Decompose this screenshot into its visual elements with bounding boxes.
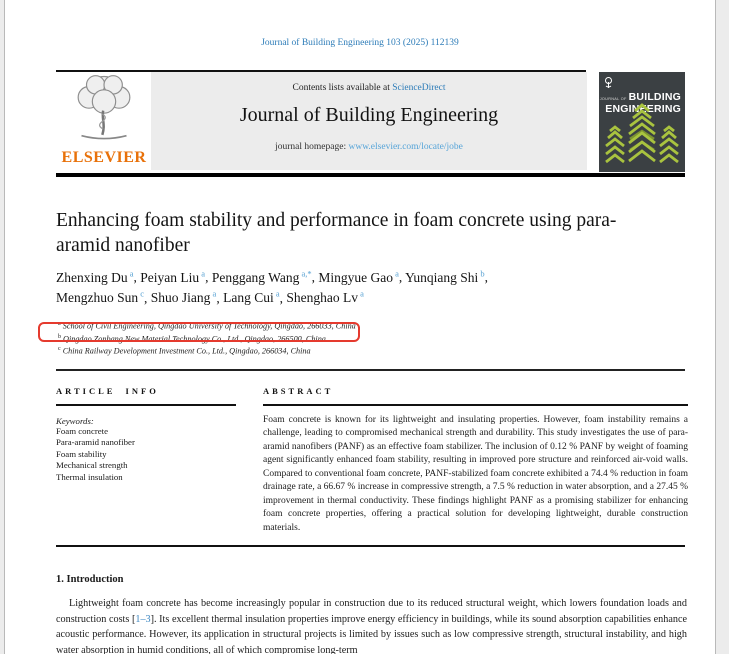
abstract-heading: ABSTRACT xyxy=(263,386,334,396)
homepage-url-link[interactable]: www.elsevier.com/locate/jobe xyxy=(348,142,463,152)
author-name: Lang Cui $^a$ xyxy=(223,288,280,305)
affiliation: $^c$ China Railway Development Investment Co., Ltd., Qingdao, 266034, China xyxy=(58,346,311,357)
author-name: Mingyue Gao $^a$ xyxy=(318,268,399,285)
paragraph-text: ]. Its excellent thermal insulation properties improve energy efficiency in buildings, while its sound absorption capabilities enhance acoustic performance. However, its application in structural projects is limited by issues such as low compressive strength, structural instability, and high water absorption in humid conditions, all of which compromise long-term xyxy=(56,613,687,654)
masthead-bottom-rule xyxy=(56,173,685,177)
journal-cover-thumbnail xyxy=(599,72,685,172)
cover-title-line2: ENGINEERING xyxy=(605,103,681,115)
abstract-text: Foam concrete is known for its lightweight and insulating properties. However, foam instability remains a challenge, leading to compromised mechanical strength and durability. This study investigates the use of para-aramid nanofibers (PANF) as an effective foam stabilizer. The inclusion of 0.12 % PANF by weight of foaming agent significantly enhanced foam stability, resulting in improved pore structure and reinforced air-void walls. Compared to conventional foam concrete, PANF-stabilized foam concrete exhibited a 74.4 % reduction in foam drainage rate, a 66.67 % increase in compressive strength, a 7.5 % reduction in water absorption, and a 27.45 % improvement in thermal conductivity. These findings highlight PANF as a promising stabilizer for enhancing foam concrete properties, offering a practical solution for developing lightweight, durable construction materials. xyxy=(263,414,688,533)
pdf-page xyxy=(4,0,716,654)
cover-journal-of: JOURNAL OF xyxy=(599,97,627,101)
sciencedirect-link[interactable]: ScienceDirect xyxy=(392,83,446,93)
article-info-heading: ARTICLE INFO xyxy=(56,386,159,396)
info-top-rule xyxy=(56,369,685,371)
intro-paragraph xyxy=(56,596,687,654)
elsevier-tree-icon xyxy=(65,131,143,148)
abstract-column xyxy=(263,386,688,535)
contents-prefix: Contents lists available at xyxy=(292,83,393,93)
paper-title: Enhancing foam stability and performance in foam concrete using para-aramid nanofiber xyxy=(56,210,617,256)
author-name: Penggang Wang $^{a,*}$ xyxy=(211,268,312,285)
keyword-item: Foam concrete xyxy=(56,425,109,436)
author-name: Yunqiang Shi $^b$ xyxy=(405,268,485,285)
keywords-label: Keywords: xyxy=(56,415,94,426)
author-name: Shuo Jiang $^a$ xyxy=(150,288,217,305)
article-info-column xyxy=(56,386,236,483)
author-name: Mengzhuo Sun $^c$ xyxy=(56,288,145,305)
citation-link[interactable]: 1–3 xyxy=(135,613,151,625)
cover-title-line1: BUILDING xyxy=(628,91,681,103)
homepage-line xyxy=(151,142,587,152)
homepage-prefix: journal homepage: xyxy=(275,142,349,152)
keyword-list xyxy=(56,426,236,484)
elsevier-logo xyxy=(56,74,152,170)
author-name: Shenghao Lv $^a$ xyxy=(286,288,364,305)
author-name: Zhenxing Du $^a$ xyxy=(56,268,134,285)
header-separator-rule xyxy=(56,545,685,547)
elsevier-wordmark: ELSEVIER xyxy=(61,149,147,166)
article-info-rule xyxy=(56,404,236,406)
masthead-band xyxy=(151,72,587,170)
affiliation-highlight-box xyxy=(38,322,360,342)
keyword-item: Foam stability xyxy=(56,448,107,459)
keyword-item: Mechanical strength xyxy=(56,460,128,470)
affiliation-highlighted: $^b$ Qingdao Zonbang New Material Technology Co., Ltd., Qingdao, 266500, China xyxy=(58,333,326,344)
affiliation: $^a$ School of Civil Engineering, Qingdao University of Technology, Qingdao, 266033, China xyxy=(58,321,356,331)
abstract-rule xyxy=(263,404,688,406)
paragraph-text: Lightweight foam concrete has become increasingly popular in construction due to its reduced structural weight, which lowers foundation loads and construction costs [ xyxy=(56,598,687,625)
contents-line xyxy=(151,83,587,93)
cover-trees-icon xyxy=(599,103,685,170)
keyword-item: Thermal insulation xyxy=(56,471,123,482)
author-name: Peiyan Liu $^a$ xyxy=(140,268,206,285)
journal-citation-header[interactable]: Journal of Building Engineering 103 (2025) 112139 xyxy=(261,38,459,48)
author-list: Zhenxing Du $^a$, Peiyan Liu $^a$, Penggang Wang $^{a,*}$, Mingyue Gao $^a$, Yunqiang Shi $^b$, Mengzhuo Sun $^c$, Shuo Jiang $^a$, Lang Cui $^a$, Shenghao Lv $^a$ xyxy=(56,268,489,305)
introduction-heading: 1. Introduction xyxy=(56,574,124,585)
keyword-item: Para-aramid nanofiber xyxy=(56,437,135,447)
journal-title: Journal of Building Engineering xyxy=(239,104,499,126)
